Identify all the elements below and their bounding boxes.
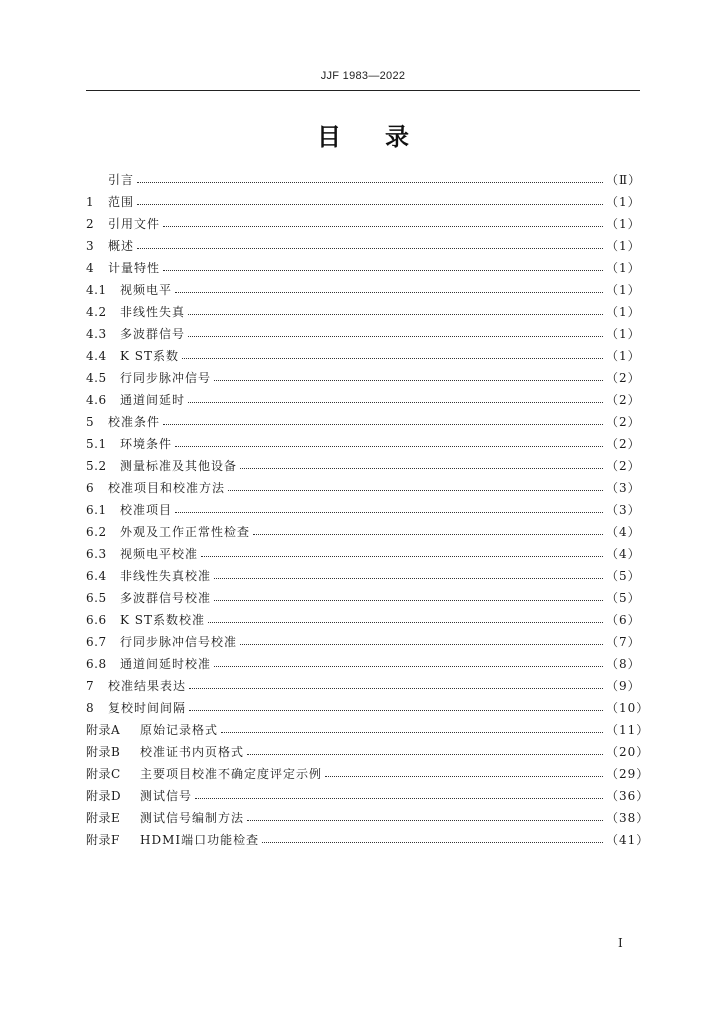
toc-entry[interactable] bbox=[86, 653, 640, 675]
toc-entry-number: 7 bbox=[86, 679, 95, 693]
toc-entry-title bbox=[86, 741, 244, 763]
toc-entry-page: （6） bbox=[606, 613, 641, 627]
header-rule bbox=[86, 90, 640, 91]
toc-entry-label: 环境条件 bbox=[120, 437, 173, 451]
toc-entry-page: （2） bbox=[606, 393, 641, 407]
toc-entry-page: （20） bbox=[606, 745, 650, 759]
toc-entry-page: （1） bbox=[606, 327, 641, 341]
toc-entry-label: 视频电平校准 bbox=[120, 547, 199, 561]
toc-leader-dots bbox=[240, 631, 603, 653]
toc-entry-title bbox=[86, 367, 211, 389]
table-of-contents bbox=[86, 169, 650, 851]
toc-entry[interactable] bbox=[86, 499, 640, 521]
title-char-1: 目 bbox=[317, 122, 341, 151]
toc-leader-dots bbox=[253, 521, 603, 543]
toc-entry-label: 计量特性 bbox=[108, 261, 161, 275]
toc-entry-title bbox=[86, 191, 134, 213]
toc-entry[interactable] bbox=[86, 235, 640, 257]
toc-leader-dots bbox=[214, 565, 603, 587]
toc-leader-dots bbox=[247, 807, 603, 829]
toc-entry-title bbox=[86, 763, 322, 785]
toc-entry-page: （1） bbox=[606, 305, 641, 319]
toc-entry-label: 校准条件 bbox=[108, 415, 161, 429]
toc-entry-label: 非线性失真 bbox=[120, 305, 186, 319]
toc-entry-page: （1） bbox=[606, 261, 641, 275]
toc-entry-page: （2） bbox=[606, 415, 641, 429]
toc-entry-number: 附录B bbox=[86, 745, 121, 759]
toc-entry-page: （5） bbox=[606, 569, 641, 583]
title-char-2: 录 bbox=[385, 122, 409, 151]
toc-entry[interactable] bbox=[86, 191, 640, 213]
toc-entry[interactable] bbox=[86, 367, 640, 389]
toc-leader-dots bbox=[188, 301, 603, 323]
toc-entry-title bbox=[86, 587, 211, 609]
toc-entry-number: 4.4 bbox=[86, 349, 107, 363]
toc-entry-page: （2） bbox=[606, 459, 641, 473]
toc-entry-label: 概述 bbox=[108, 239, 135, 253]
toc-entry-number: 6.7 bbox=[86, 635, 107, 649]
toc-entry[interactable] bbox=[86, 279, 640, 301]
toc-entry-page: （1） bbox=[606, 195, 641, 209]
toc-leader-dots bbox=[195, 785, 603, 807]
toc-leader-dots bbox=[247, 741, 603, 763]
toc-entry[interactable] bbox=[86, 389, 640, 411]
toc-entry-title bbox=[86, 345, 179, 367]
toc-entry-number: 8 bbox=[86, 701, 95, 715]
page-title bbox=[86, 117, 640, 152]
toc-entry-page: （1） bbox=[606, 217, 641, 231]
toc-entry-number: 附录D bbox=[86, 789, 122, 803]
toc-leader-dots bbox=[214, 587, 603, 609]
toc-entry[interactable] bbox=[86, 587, 640, 609]
toc-entry-number: 4.3 bbox=[86, 327, 107, 341]
toc-entry[interactable] bbox=[86, 213, 640, 235]
toc-entry-label: 校准项目和校准方法 bbox=[108, 481, 226, 495]
toc-entry-page: （2） bbox=[606, 371, 641, 385]
toc-entry-title bbox=[86, 697, 186, 719]
toc-entry[interactable] bbox=[86, 477, 640, 499]
toc-entry-title bbox=[86, 653, 211, 675]
toc-entry-number: 6.4 bbox=[86, 569, 107, 583]
toc-leader-dots bbox=[137, 191, 603, 213]
toc-entry-title bbox=[86, 257, 160, 279]
toc-entry-label: 校准项目 bbox=[120, 503, 173, 517]
toc-entry-page: （Ⅱ） bbox=[606, 173, 642, 187]
toc-leader-dots bbox=[188, 323, 603, 345]
toc-entry[interactable] bbox=[86, 719, 650, 741]
page-number: Ⅰ bbox=[618, 936, 623, 950]
toc-entry-label: 引言 bbox=[108, 173, 135, 187]
toc-leader-dots bbox=[208, 609, 603, 631]
toc-entry-number: 6 bbox=[86, 481, 95, 495]
toc-entry-page: （1） bbox=[606, 239, 641, 253]
toc-entry-label: 行同步脉冲信号校准 bbox=[120, 635, 238, 649]
toc-entry-label: 通道间延时校准 bbox=[120, 657, 212, 671]
toc-entry-title bbox=[86, 235, 134, 257]
toc-entry-number: 6.5 bbox=[86, 591, 107, 605]
toc-entry-label: 视频电平 bbox=[120, 283, 173, 297]
toc-entry-title bbox=[86, 565, 211, 587]
toc-entry-page: （4） bbox=[606, 547, 641, 561]
toc-entry-label: K ST系数校准 bbox=[120, 613, 206, 627]
toc-entry-title bbox=[86, 411, 160, 433]
toc-entry-title bbox=[86, 829, 259, 851]
toc-leader-dots bbox=[163, 213, 603, 235]
toc-entry-number: 4.6 bbox=[86, 393, 107, 407]
toc-entry-number: 5.2 bbox=[86, 459, 107, 473]
toc-leader-dots bbox=[214, 653, 603, 675]
toc-leader-dots bbox=[175, 433, 603, 455]
toc-entry-number: 附录E bbox=[86, 811, 121, 825]
toc-entry-title bbox=[86, 543, 198, 565]
toc-leader-dots bbox=[175, 499, 603, 521]
toc-entry-label: 测试信号 bbox=[140, 789, 193, 803]
toc-entry-title bbox=[86, 719, 218, 741]
toc-entry-label: 通道间延时 bbox=[120, 393, 186, 407]
toc-leader-dots bbox=[182, 345, 603, 367]
toc-entry[interactable] bbox=[86, 411, 640, 433]
running-header: JJF 1983—2022 bbox=[320, 70, 406, 82]
toc-entry-label: 校准结果表达 bbox=[108, 679, 187, 693]
toc-leader-dots bbox=[325, 763, 603, 785]
toc-entry-number: 5.1 bbox=[86, 437, 107, 451]
toc-entry[interactable] bbox=[86, 829, 650, 851]
toc-entry-title bbox=[86, 609, 205, 631]
toc-entry-page: （7） bbox=[606, 635, 641, 649]
toc-entry-title bbox=[86, 675, 186, 697]
toc-entry-label: 测量标准及其他设备 bbox=[120, 459, 238, 473]
toc-entry-title bbox=[86, 301, 185, 323]
toc-entry[interactable] bbox=[86, 323, 640, 345]
toc-entry[interactable] bbox=[86, 807, 650, 829]
toc-leader-dots bbox=[201, 543, 603, 565]
toc-entry[interactable] bbox=[86, 169, 640, 191]
toc-entry-page: （38） bbox=[606, 811, 650, 825]
toc-entry[interactable] bbox=[86, 543, 640, 565]
toc-leader-dots bbox=[189, 697, 603, 719]
toc-entry[interactable] bbox=[86, 345, 640, 367]
toc-leader-dots bbox=[240, 455, 603, 477]
toc-entry-label: 校准证书内页格式 bbox=[140, 745, 245, 759]
toc-entry-number: 4.2 bbox=[86, 305, 107, 319]
toc-entry-title bbox=[86, 499, 172, 521]
toc-entry-page: （3） bbox=[606, 481, 641, 495]
toc-leader-dots bbox=[137, 235, 603, 257]
toc-entry-number: 4.5 bbox=[86, 371, 107, 385]
toc-entry[interactable] bbox=[86, 433, 640, 455]
toc-entry-page: （1） bbox=[606, 283, 641, 297]
toc-entry-label: 引用文件 bbox=[108, 217, 161, 231]
toc-leader-dots bbox=[175, 279, 603, 301]
toc-entry-label: K ST系数 bbox=[120, 349, 180, 363]
toc-leader-dots bbox=[137, 169, 603, 191]
toc-entry-label: 原始记录格式 bbox=[140, 723, 219, 737]
toc-entry-title bbox=[86, 477, 225, 499]
toc-entry-page: （5） bbox=[606, 591, 641, 605]
toc-entry-label: 多波群信号 bbox=[120, 327, 186, 341]
toc-entry-page: （1） bbox=[606, 349, 641, 363]
toc-entry-number: 附录F bbox=[86, 833, 120, 847]
toc-entry[interactable] bbox=[86, 785, 650, 807]
toc-entry-number: 6.6 bbox=[86, 613, 107, 627]
toc-entry-label: 测试信号编制方法 bbox=[140, 811, 245, 825]
toc-entry-title bbox=[86, 785, 192, 807]
toc-leader-dots bbox=[163, 257, 603, 279]
toc-entry-title bbox=[86, 521, 250, 543]
toc-entry-number: 5 bbox=[86, 415, 95, 429]
toc-leader-dots bbox=[228, 477, 603, 499]
toc-entry-title bbox=[86, 389, 185, 411]
toc-entry-page: （3） bbox=[606, 503, 641, 517]
toc-entry-number: 2 bbox=[86, 217, 95, 231]
toc-entry[interactable] bbox=[86, 521, 640, 543]
toc-entry-page: （41） bbox=[606, 833, 650, 847]
toc-entry-label: 主要项目校准不确定度评定示例 bbox=[140, 767, 323, 781]
toc-entry-page: （8） bbox=[606, 657, 641, 671]
toc-entry-title bbox=[86, 455, 237, 477]
toc-entry-page: （11） bbox=[606, 723, 650, 737]
toc-entry[interactable] bbox=[86, 697, 650, 719]
toc-entry[interactable] bbox=[86, 455, 640, 477]
toc-entry-label: HDMI端口功能检查 bbox=[140, 833, 260, 847]
toc-entry[interactable] bbox=[86, 741, 650, 763]
toc-leader-dots bbox=[163, 411, 603, 433]
toc-entry-title bbox=[86, 213, 160, 235]
toc-leader-dots bbox=[221, 719, 603, 741]
toc-entry-title bbox=[86, 279, 172, 301]
toc-entry-number: 附录A bbox=[86, 723, 121, 737]
toc-entry-number: 1 bbox=[86, 195, 95, 209]
toc-entry-number: 6.1 bbox=[86, 503, 107, 517]
toc-entry-label: 多波群信号校准 bbox=[120, 591, 212, 605]
toc-leader-dots bbox=[189, 675, 603, 697]
toc-entry[interactable] bbox=[86, 565, 640, 587]
toc-entry-title bbox=[86, 169, 134, 191]
toc-entry-number: 附录C bbox=[86, 767, 121, 781]
toc-entry-number: 4 bbox=[86, 261, 95, 275]
toc-entry-label: 非线性失真校准 bbox=[120, 569, 212, 583]
toc-entry-page: （9） bbox=[606, 679, 641, 693]
toc-leader-dots bbox=[214, 367, 603, 389]
toc-entry-label: 行同步脉冲信号 bbox=[120, 371, 212, 385]
toc-entry-page: （10） bbox=[606, 701, 650, 715]
toc-entry-title bbox=[86, 807, 244, 829]
toc-entry[interactable] bbox=[86, 257, 640, 279]
toc-entry-number: 3 bbox=[86, 239, 95, 253]
toc-entry[interactable] bbox=[86, 609, 640, 631]
toc-leader-dots bbox=[188, 389, 603, 411]
toc-entry-title bbox=[86, 323, 185, 345]
toc-leader-dots bbox=[262, 829, 603, 851]
toc-entry-label: 复校时间间隔 bbox=[108, 701, 187, 715]
toc-entry-title bbox=[86, 433, 172, 455]
toc-entry-label: 外观及工作正常性检查 bbox=[120, 525, 251, 539]
toc-entry[interactable] bbox=[86, 301, 640, 323]
toc-entry-page: （4） bbox=[606, 525, 641, 539]
toc-entry-number: 6.2 bbox=[86, 525, 107, 539]
toc-entry[interactable] bbox=[86, 631, 640, 653]
toc-entry[interactable] bbox=[86, 675, 640, 697]
toc-entry[interactable] bbox=[86, 763, 650, 785]
toc-entry-number: 6.3 bbox=[86, 547, 107, 561]
toc-entry-page: （2） bbox=[606, 437, 641, 451]
toc-entry-number: 6.8 bbox=[86, 657, 107, 671]
toc-entry-page: （36） bbox=[606, 789, 650, 803]
toc-entry-page: （29） bbox=[606, 767, 650, 781]
toc-entry-title bbox=[86, 631, 237, 653]
toc-entry-label: 范围 bbox=[108, 195, 135, 209]
toc-entry-number: 4.1 bbox=[86, 283, 107, 297]
